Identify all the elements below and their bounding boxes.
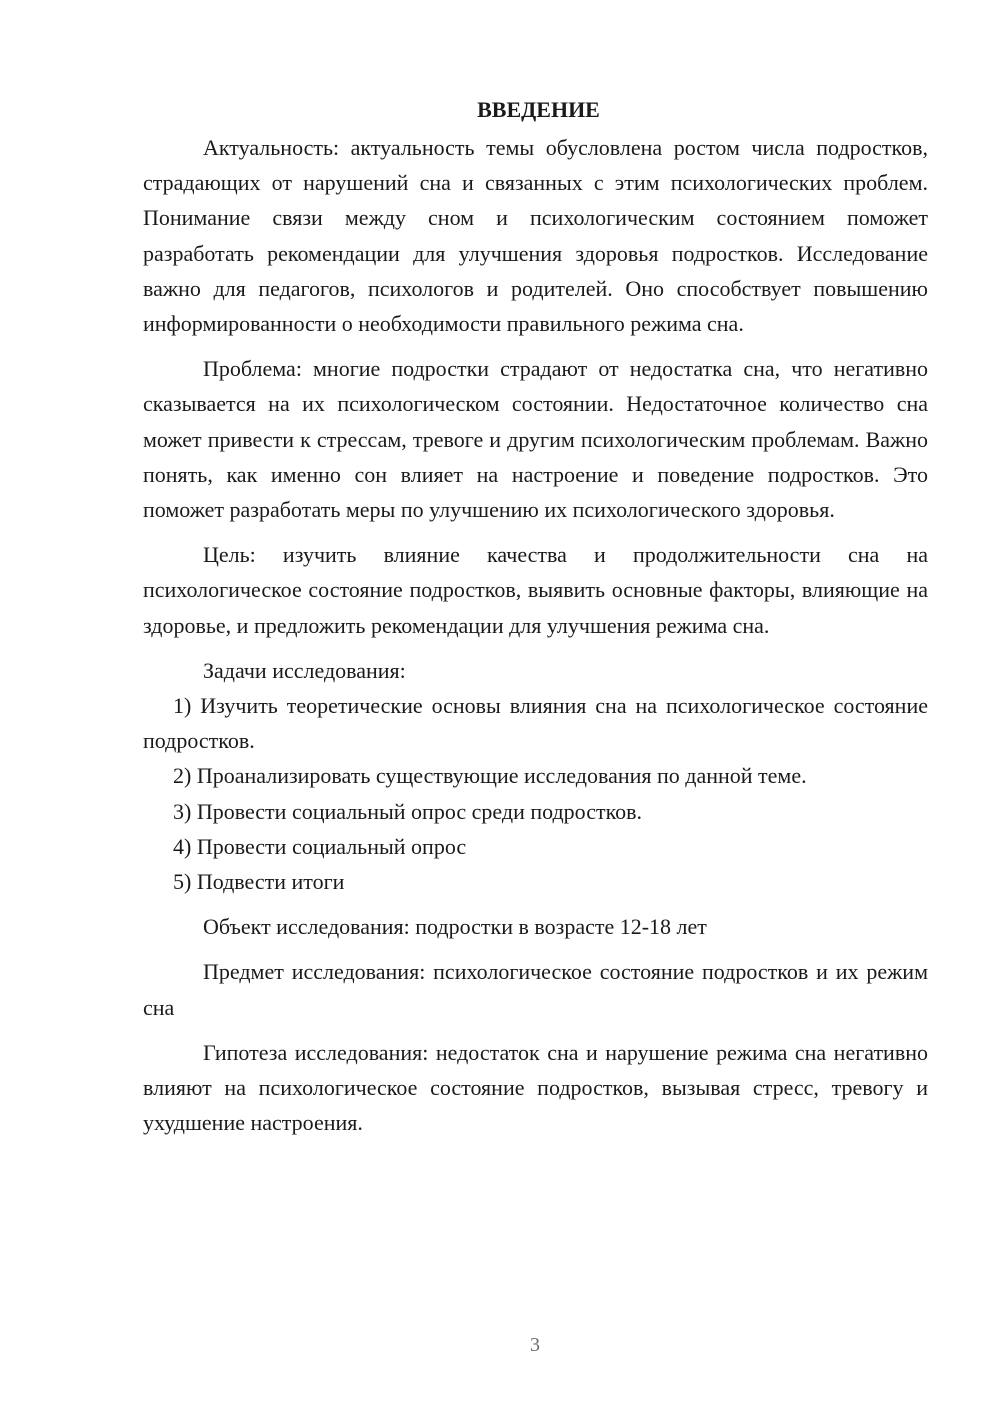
subject-paragraph: Предмет исследования: психологическое состояние подростков и их режим сна <box>143 959 928 1020</box>
page-number: 3 <box>530 1334 540 1356</box>
task-item: 5) Подвести итоги <box>173 869 345 895</box>
object-paragraph: Объект исследования: подростки в возрасте 12-18 лет <box>203 914 707 940</box>
problem-paragraph: Проблема: многие подростки страдают от недостатка сна, что негативно сказывается на их психологическом состоянии. Недостаточное количество сна может привести к стрессам, тревоге и другим психологическим проблемам. Важно понять, как именно сон влияет на настроение и поведение подростков. Это поможет разработать меры по улучшению их психологического здоровья. <box>143 356 928 523</box>
task-item: 1) Изучить теоретические основы влияния сна на психологическое состояние подростков. <box>143 693 928 754</box>
task-item: 3) Провести социальный опрос среди подростков. <box>173 798 643 824</box>
document-page <box>143 90 928 1140</box>
hypothesis-paragraph: Гипотеза исследования: недостаток сна и нарушение режима сна негативно влияют на психологическое состояние подростков, вызывая стресс, тревогу и ухудшение настроения. <box>143 1039 928 1136</box>
tasks-title: Задачи исследования: <box>203 657 406 683</box>
relevance-paragraph: Актуальность: актуальность темы обусловлена ростом числа подростков, страдающих от нарушений сна и связанных с этим психологических проблем. Понимание связи между сном и психологическим состоянием поможет разработать рекомендации для улучшения здоровья подростков. Исследование важно для педагогов, психологов и родителей. Оно способствует повышению информированности о необходимости правильного режима сна. <box>143 135 928 337</box>
task-item: 4) Провести социальный опрос <box>173 833 467 859</box>
goal-paragraph: Цель: изучить влияние качества и продолжительности сна на психологическое состояние подростков, выявить основные факторы, влияющие на здоровье, и предложить рекомендации для улучшения режима сна. <box>143 542 928 638</box>
section-heading: ВВЕДЕНИЕ <box>477 97 600 122</box>
task-item: 2) Проанализировать существующие исследования по данной теме. <box>173 763 807 789</box>
